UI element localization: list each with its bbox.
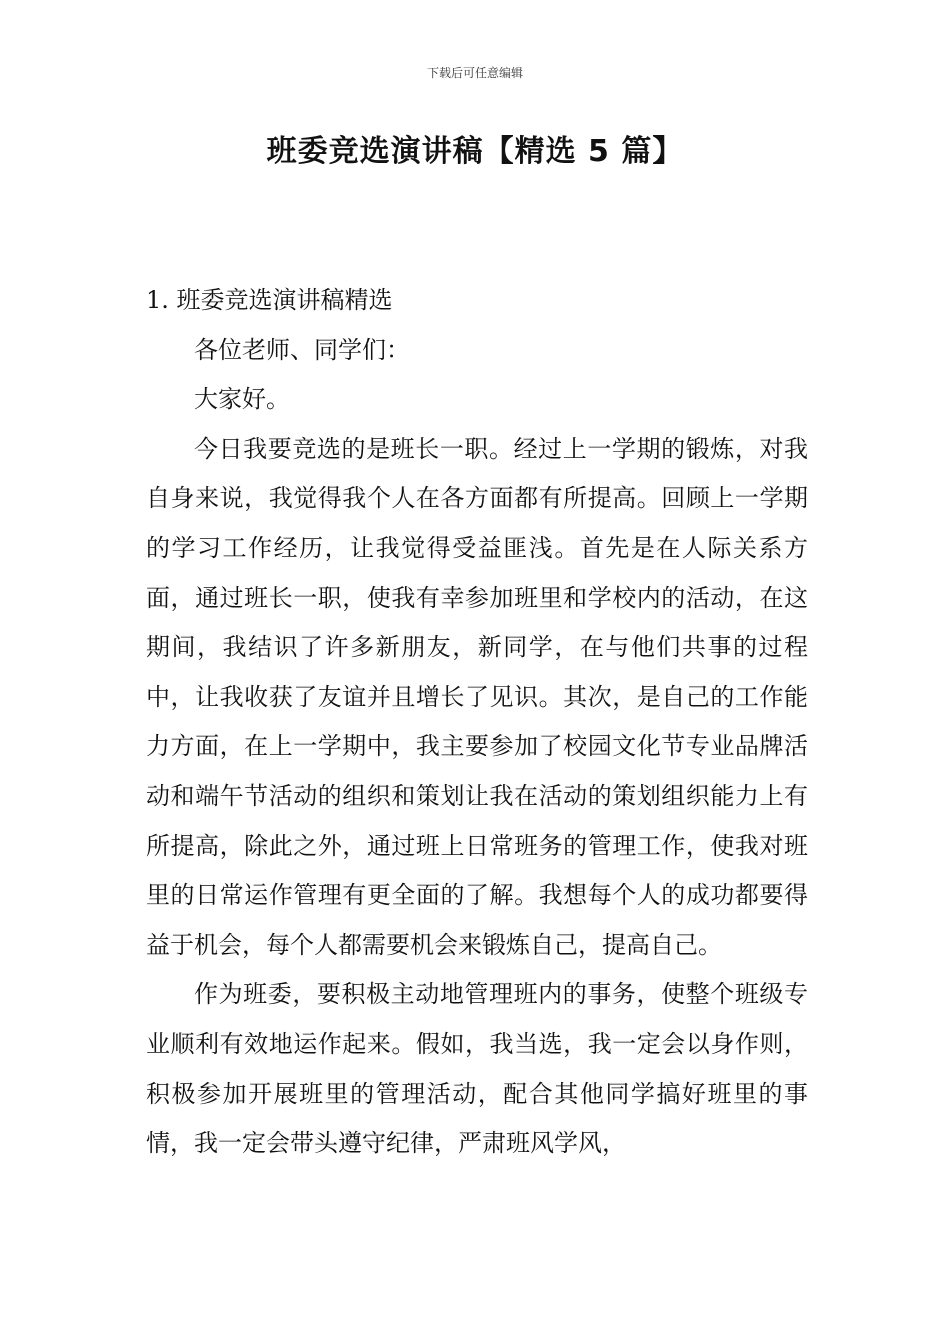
document-body (146, 276, 808, 1169)
header-note: 下载后可任意编辑 (426, 66, 523, 80)
paragraph-body: 今日我要竞选的是班长一职。经过上一学期的锻炼，对我自身来说，我觉得我个人在各方面都有所提高。回顾上一学期的学习工作经历，让我觉得受益匪浅。首先是在人际关系方面，通过班长一职，使我有幸参加班里和学校内的活动，在这期间，我结识了许多新朋友，新同学，在与他们共事的过程中，让我收获了友谊并且增长了见识。其次，是自己的工作能力方面，在上一学期中，我主要参加了校园文化节专业品牌活动和端午节活动的组织和策划让我在活动的策划组织能力上有所提高，除此之外，通过班上日常班务的管理工作，使我对班里的日常运作管理有更全面的了解。我想每个人的成功都要得益于机会，每个人都需要机会来锻炼自己，提高自己。 (146, 434, 808, 959)
paragraph-salutation: 各位老师、同学们： (194, 335, 410, 364)
document-title: 班委竞选演讲稿【精选 5 篇】 (266, 134, 684, 169)
paragraph-body: 作为班委，要积极主动地管理班内的事务，使整个班级专业顺利有效地运作起来。假如，我当选，我一定会以身作则，积极参加开展班里的管理活动，配合其他同学搞好班里的事情，我一定会带头遵守纪律，严肃班风学风， (146, 980, 808, 1158)
paragraph-greeting: 大家好。 (194, 385, 290, 414)
section-heading: 1. 班委竞选演讲稿精选 (146, 286, 393, 314)
